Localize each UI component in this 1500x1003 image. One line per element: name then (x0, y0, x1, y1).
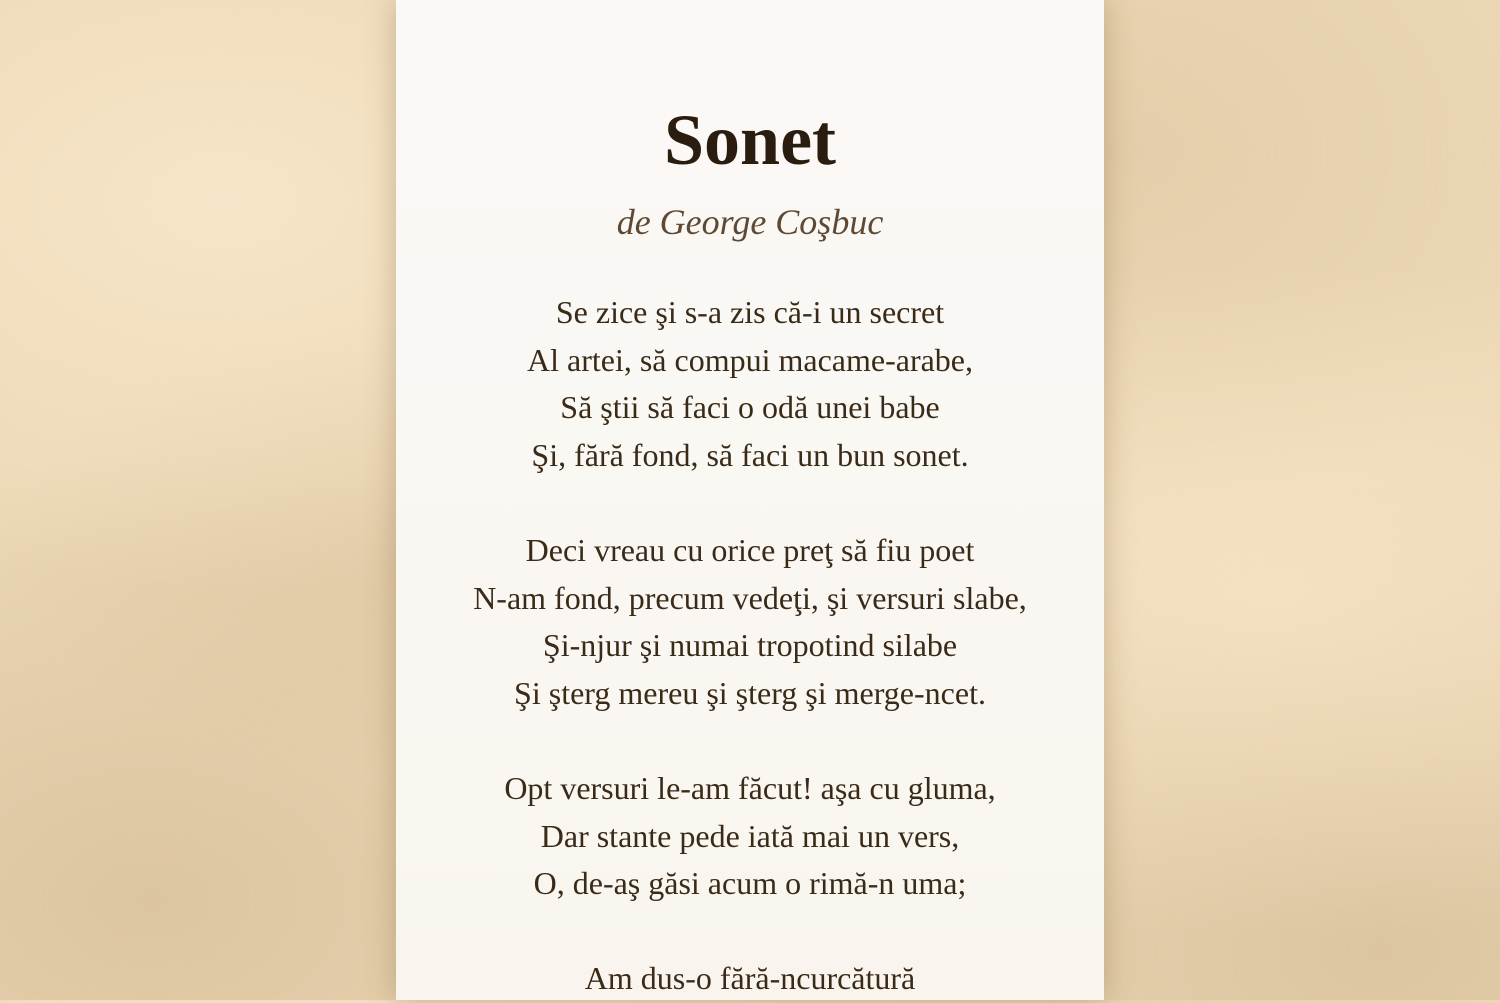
stanza-4 (396, 955, 1104, 1003)
poem-line: Deci vreau cu orice preţ să fiu poet (525, 531, 975, 568)
poem-line: Şi şterg mereu şi şterg şi merge-ncet. (514, 674, 986, 711)
poem-page (396, 0, 1104, 1000)
poem-line: Dar stante pede iată mai un vers, (540, 817, 960, 854)
poem-title: Sonet (663, 100, 837, 180)
poem-line: Am dus-o fără-ncurcătură (584, 960, 916, 997)
poem-line: N-am fond, precum vedeţi, şi versuri slabe, (473, 579, 1027, 616)
poem-line: Se zice şi s-a zis că-i un secret (555, 294, 945, 330)
stanza-3 (396, 765, 1104, 908)
poem-line: Al artei, să compui macame-arabe, (527, 341, 973, 378)
poem-line: Să ştii să faci o odă unei babe (560, 389, 940, 426)
poem-line: Şi-njur şi numai tropotind silabe (542, 627, 958, 664)
stanza-2 (396, 527, 1104, 717)
poem-author: de George Coşbuc (616, 202, 884, 242)
stanza-1 (396, 289, 1104, 479)
poem-line: Şi, fără fond, să faci un bun sonet. (531, 436, 969, 473)
poem-line: O, de-aş găsi acum o rimă-n uma; (533, 865, 967, 902)
poem-content (396, 0, 1104, 997)
poem-body (396, 289, 1104, 1003)
poem-line: Opt versuri le-am făcut! aşa cu gluma, (504, 769, 996, 806)
